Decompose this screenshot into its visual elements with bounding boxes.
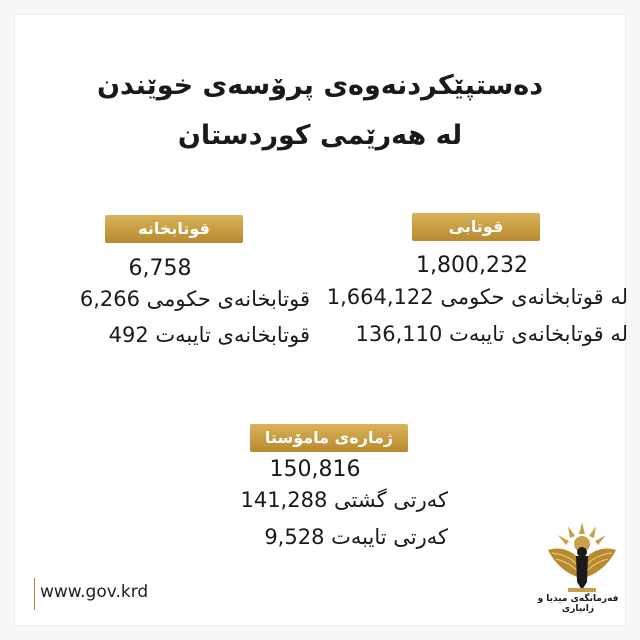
footer-divider	[34, 578, 35, 610]
schools-total: 6,758	[128, 256, 192, 281]
schools-gov-row	[80, 287, 310, 311]
page-title-line-1: دەستپێکردنەوەی پرۆسەی خوێندن	[96, 70, 544, 101]
teachers-total: 150,816	[269, 457, 361, 482]
students-gov-row	[327, 285, 628, 309]
teachers-private-value: 9,528	[264, 525, 325, 549]
website-url: www.gov.krd	[40, 582, 149, 602]
students-private-row	[356, 322, 628, 346]
schools-gov-label: قوتابخانەی حکومی	[146, 287, 310, 311]
teachers-private-row	[264, 525, 448, 549]
schools-private-row	[109, 323, 310, 347]
students-private-label: لە قوتابخانەی تایبەت	[449, 322, 628, 346]
schools-private-label: قوتابخانەی تایبەت	[155, 323, 310, 347]
page-title-line-2: لە هەرێمی کوردستان	[177, 120, 463, 151]
schools-gov-value: 6,266	[79, 287, 140, 311]
logo-caption: فەرمانگەی میدیا و زانیاری	[537, 594, 619, 614]
students-gov-label: لە قوتابخانەی حکومی	[440, 285, 628, 309]
teachers-public-row	[240, 488, 448, 512]
students-total: 1,800,232	[416, 253, 528, 278]
teachers-private-label: کەرتی تایبەت	[331, 525, 448, 549]
students-private-value: 136,110	[355, 322, 443, 346]
teachers-badge: ژمارەی مامۆستا	[250, 424, 408, 452]
eagle-emblem-icon	[540, 520, 624, 596]
schools-private-value: 492	[108, 323, 149, 347]
students-gov-value: 1,664,122	[326, 285, 434, 309]
students-badge: قوتابی	[412, 213, 540, 241]
teachers-public-value: 141,288	[240, 488, 328, 512]
teachers-public-label: کەرتی گشتی	[334, 488, 448, 512]
schools-badge: قوتابخانە	[105, 215, 243, 243]
